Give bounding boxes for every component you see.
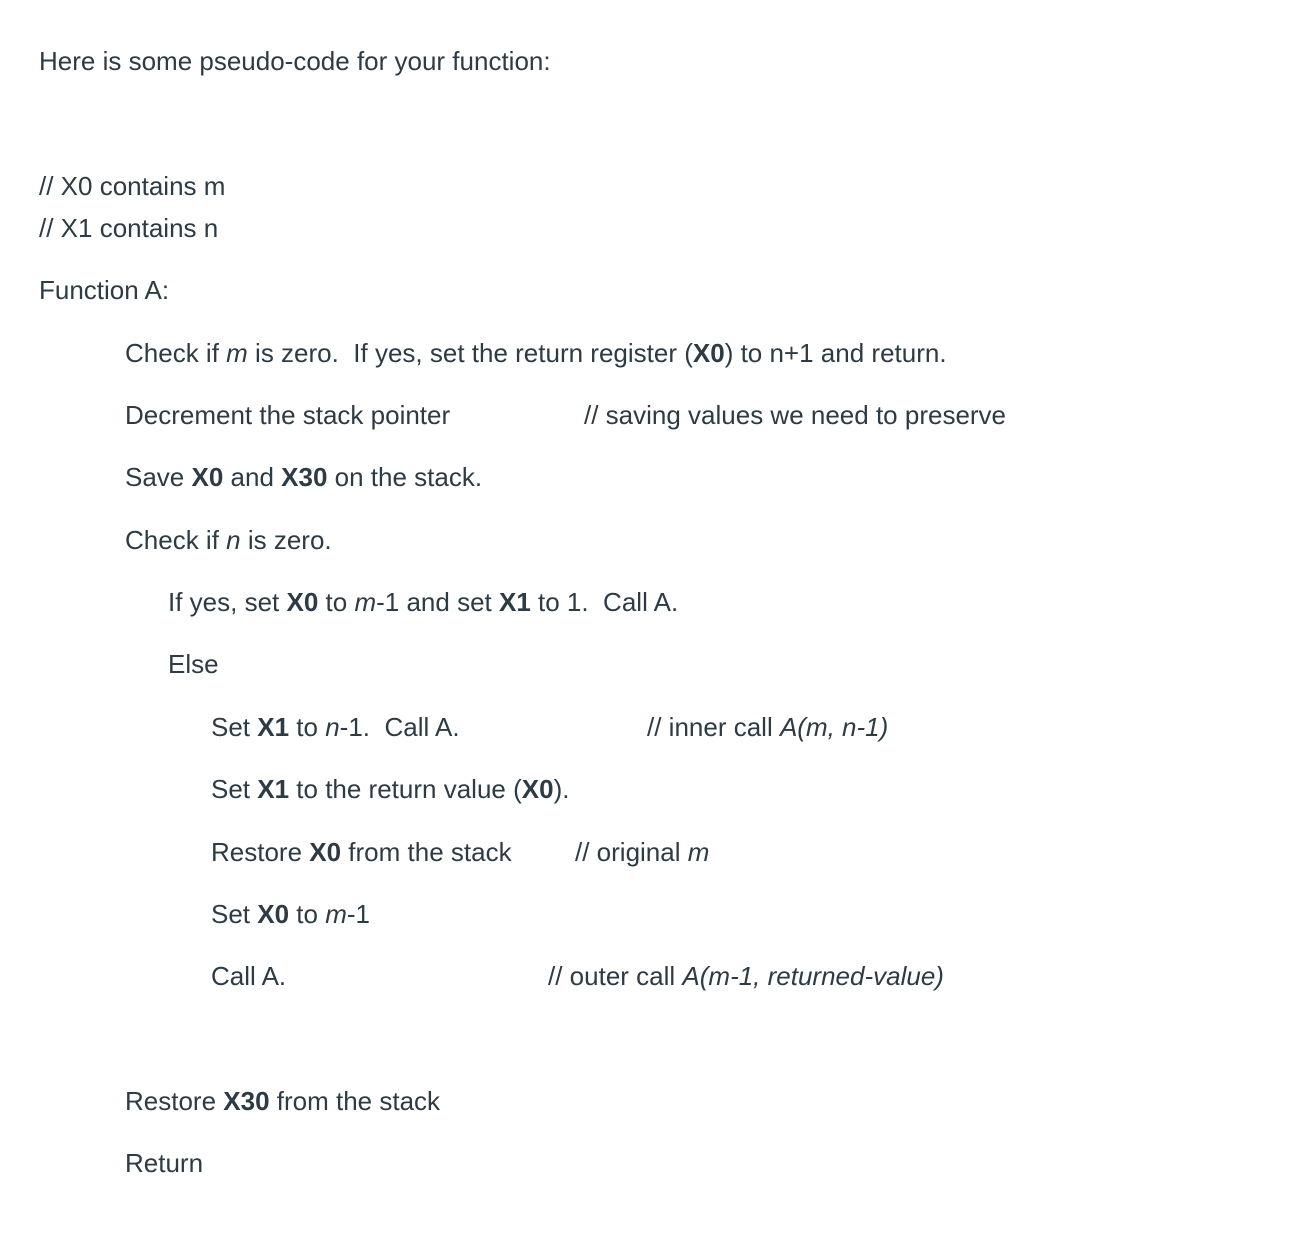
check-m-segment: ) to n+1 and return. (724, 338, 947, 368)
set-x0-m-line (211, 899, 370, 929)
set-x1-n-segment: n (325, 712, 340, 742)
check-n-segment: is zero. (240, 525, 332, 555)
check-n-line (125, 525, 332, 555)
call-a-segment: Call A. (211, 961, 287, 991)
return-segment: Return (125, 1148, 204, 1178)
inner-call-comment (647, 712, 888, 742)
save-regs-line (125, 462, 482, 492)
check-m-segment: m (226, 338, 248, 368)
set-x1-n-comment-segment: A(m, n-1) (779, 712, 889, 742)
if-yes-segment: to 1. Call A. (530, 587, 679, 617)
restore-x0-segment: X0 (309, 837, 342, 867)
save-regs-segment: Save (125, 462, 192, 492)
set-x1-n-segment: to (289, 712, 326, 742)
set-x1-ret-segment: Set (211, 774, 258, 804)
set-x1-ret-segment: X0 (521, 774, 554, 804)
restore-x0-comment-segment: // original (575, 837, 688, 867)
set-x0-m-segment: -1 (346, 899, 370, 929)
restore-x0-segment: Restore (211, 837, 310, 867)
set-x1-n-comment-segment: // inner call (647, 712, 780, 742)
set-x1-n-segment: -1. Call A. (339, 712, 460, 742)
else-line (168, 649, 219, 679)
decrement-sp-comment (584, 400, 1006, 430)
set-x0-m-segment: m (325, 899, 347, 929)
set-x0-m-segment: Set (211, 899, 258, 929)
set-x1-ret-segment: X1 (257, 774, 290, 804)
check-m-segment: Check if (125, 338, 227, 368)
restore-x0-comment-segment: m (687, 837, 710, 867)
check-m-line (125, 338, 947, 368)
outer-call-comment (548, 961, 944, 991)
restore-x30-line (125, 1086, 440, 1116)
return-line (125, 1148, 203, 1178)
set-x0-m-segment: X0 (257, 899, 290, 929)
if-yes-segment: m (354, 587, 377, 617)
if-yes-segment: If yes, set (168, 587, 287, 617)
set-x0-m-segment: to (289, 899, 326, 929)
restore-x0-segment: from the stack (341, 837, 512, 867)
save-regs-segment: X30 (281, 462, 328, 492)
set-x1-ret-segment: ). (553, 774, 570, 804)
decrement-sp-comment-segment: // saving values we need to preserve (584, 400, 1007, 430)
restore-x0-line (211, 837, 512, 867)
set-x1-n-segment: X1 (257, 712, 290, 742)
comment-x1-line (39, 213, 218, 243)
set-x1-ret-segment: to the return value ( (289, 774, 522, 804)
check-n-segment: n (226, 525, 241, 555)
save-regs-segment: on the stack. (327, 462, 483, 492)
restore-x30-segment: from the stack (269, 1086, 441, 1116)
restore-x30-segment: Restore (125, 1086, 224, 1116)
check-m-segment: X0 (692, 338, 725, 368)
check-m-segment: is zero. If yes, set the return register ( (247, 338, 693, 368)
function-header-line (39, 275, 169, 305)
original-m-comment (575, 837, 709, 867)
if-yes-segment: X1 (498, 587, 531, 617)
set-x1-ret-line (211, 774, 569, 804)
set-x1-n-segment: Set (211, 712, 258, 742)
if-yes-segment: X0 (286, 587, 319, 617)
comment-x1-segment: // X1 contains n (39, 213, 219, 243)
save-regs-segment: X0 (191, 462, 224, 492)
intro-line (39, 46, 551, 76)
check-n-segment: Check if (125, 525, 227, 555)
comment-x0-segment: // X0 contains m (39, 171, 226, 201)
restore-x30-segment: X30 (223, 1086, 270, 1116)
comment-x0-line (39, 171, 225, 201)
if-yes-segment: to (318, 587, 355, 617)
else-segment: Else (168, 649, 219, 679)
if-yes-segment: -1 and set (376, 587, 499, 617)
decrement-sp-segment: Decrement the stack pointer (125, 400, 451, 430)
set-x1-n-line (211, 712, 460, 742)
if-yes-line (168, 587, 678, 617)
intro-segment: Here is some pseudo-code for your function: (39, 46, 551, 76)
call-a-comment-segment: // outer call (548, 961, 683, 991)
call-a-comment-segment: A(m-1, returned-value) (682, 961, 944, 991)
call-a-line (211, 961, 286, 991)
function-header-segment: Function A: (39, 275, 170, 305)
decrement-sp-line (125, 400, 450, 430)
save-regs-segment: and (223, 462, 282, 492)
